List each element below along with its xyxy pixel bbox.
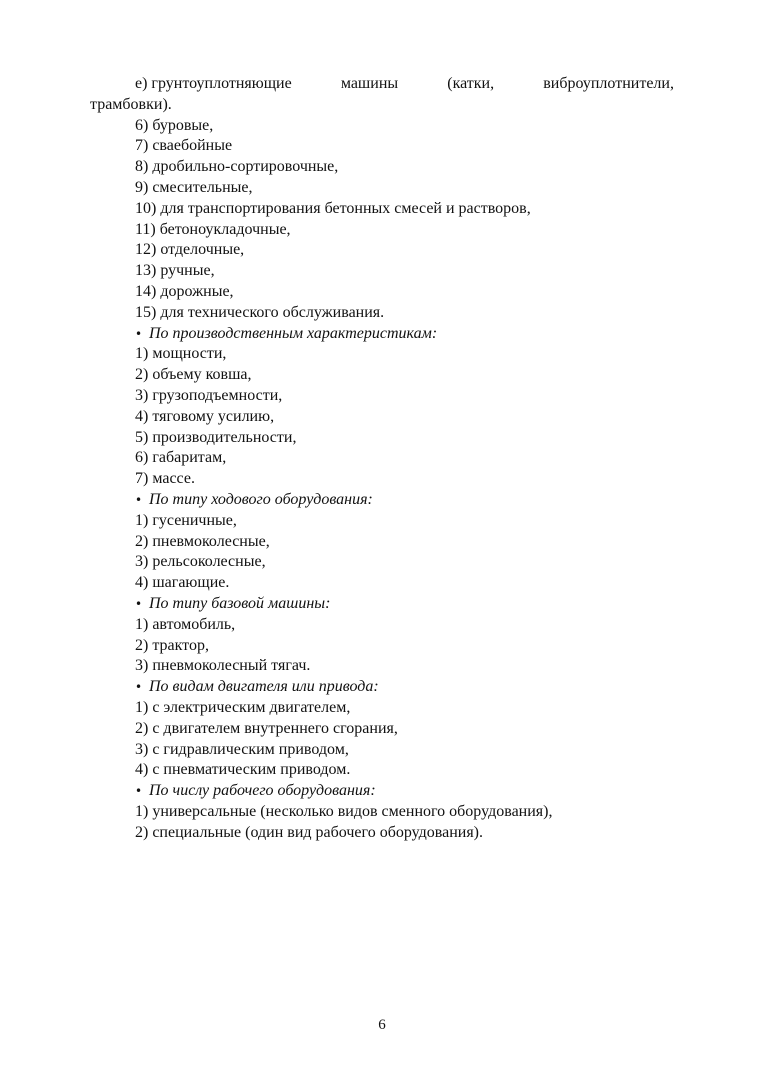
list-item: 2) специальные (один вид рабочего оборудования). <box>135 823 484 841</box>
list-item: 1) гусеничные, <box>135 511 237 529</box>
list-item: 8) дробильно-сортировочные, <box>135 158 339 176</box>
list-item: 1) универсальные (несколько видов сменного оборудования), <box>135 802 553 820</box>
list-item: 2) объему ковша, <box>135 366 252 384</box>
bullet-icon: • <box>135 492 143 507</box>
bullet-icon: • <box>135 596 143 611</box>
list-item: 9) смесительные, <box>135 178 253 196</box>
bullet-icon: • <box>135 326 143 341</box>
intro-continuation: трамбовки). <box>90 95 172 113</box>
list-item: 10) для транспортирования бетонных смесей и растворов, <box>135 199 531 217</box>
list-item: 3) рельсоколесные, <box>135 553 266 571</box>
bullet-icon: • <box>135 784 143 799</box>
list-item: 7) массе. <box>135 470 195 488</box>
list-item: 4) шагающие. <box>135 574 230 592</box>
section-heading-text: По типу базовой машины: <box>149 594 331 612</box>
list-item: 3) пневмоколесный тягач. <box>135 657 311 675</box>
list-item: 12) отделочные, <box>135 241 245 259</box>
list-item: 2) трактор, <box>135 636 209 654</box>
list-item: 6) габаритам, <box>135 449 227 467</box>
list-item: 5) производительности, <box>135 428 297 446</box>
intro-word: е) грунтоуплотняющие <box>135 75 292 92</box>
list-item: 3) грузоподъемности, <box>135 386 283 404</box>
section-heading-equipment-count <box>90 781 674 802</box>
bullet-icon: • <box>135 680 143 695</box>
section-heading-text: По производственным характеристикам: <box>149 324 438 342</box>
list-item: 7) сваебойные <box>135 137 233 155</box>
list-item: 13) ручные, <box>135 262 215 280</box>
list-item: 6) буровые, <box>135 116 214 134</box>
section-heading-engine <box>90 677 674 698</box>
page-content <box>90 74 674 843</box>
list-item: 2) пневмоколесные, <box>135 532 270 550</box>
list-item: 2) с двигателем внутреннего сгорания, <box>135 719 398 737</box>
section-heading-base-machine <box>90 594 674 615</box>
intro-word: машины <box>340 75 399 92</box>
section-heading-text: По видам двигателя или привода: <box>149 678 379 696</box>
list-item: 1) автомобиль, <box>135 615 236 633</box>
list-item: 3) с гидравлическим приводом, <box>135 740 349 758</box>
intro-word: виброуплотнители, <box>543 75 674 92</box>
intro-word: (катки, <box>447 75 495 92</box>
section-heading-production <box>90 324 674 345</box>
page-number: 6 <box>378 1017 386 1033</box>
list-item: 1) с электрическим двигателем, <box>135 698 351 716</box>
list-item: 1) мощности, <box>135 345 227 363</box>
list-item: 15) для технического обслуживания. <box>135 303 385 321</box>
section-heading-text: По числу рабочего оборудования: <box>149 782 376 800</box>
intro-first-line <box>90 74 674 95</box>
list-item: 4) с пневматическим приводом. <box>135 761 351 779</box>
section-heading-running-gear <box>90 490 674 511</box>
section-heading-text: По типу ходового оборудования: <box>149 490 373 508</box>
list-item: 14) дорожные, <box>135 282 234 300</box>
list-item: 11) бетоноукладочные, <box>135 220 291 238</box>
list-item: 4) тяговому усилию, <box>135 407 275 425</box>
